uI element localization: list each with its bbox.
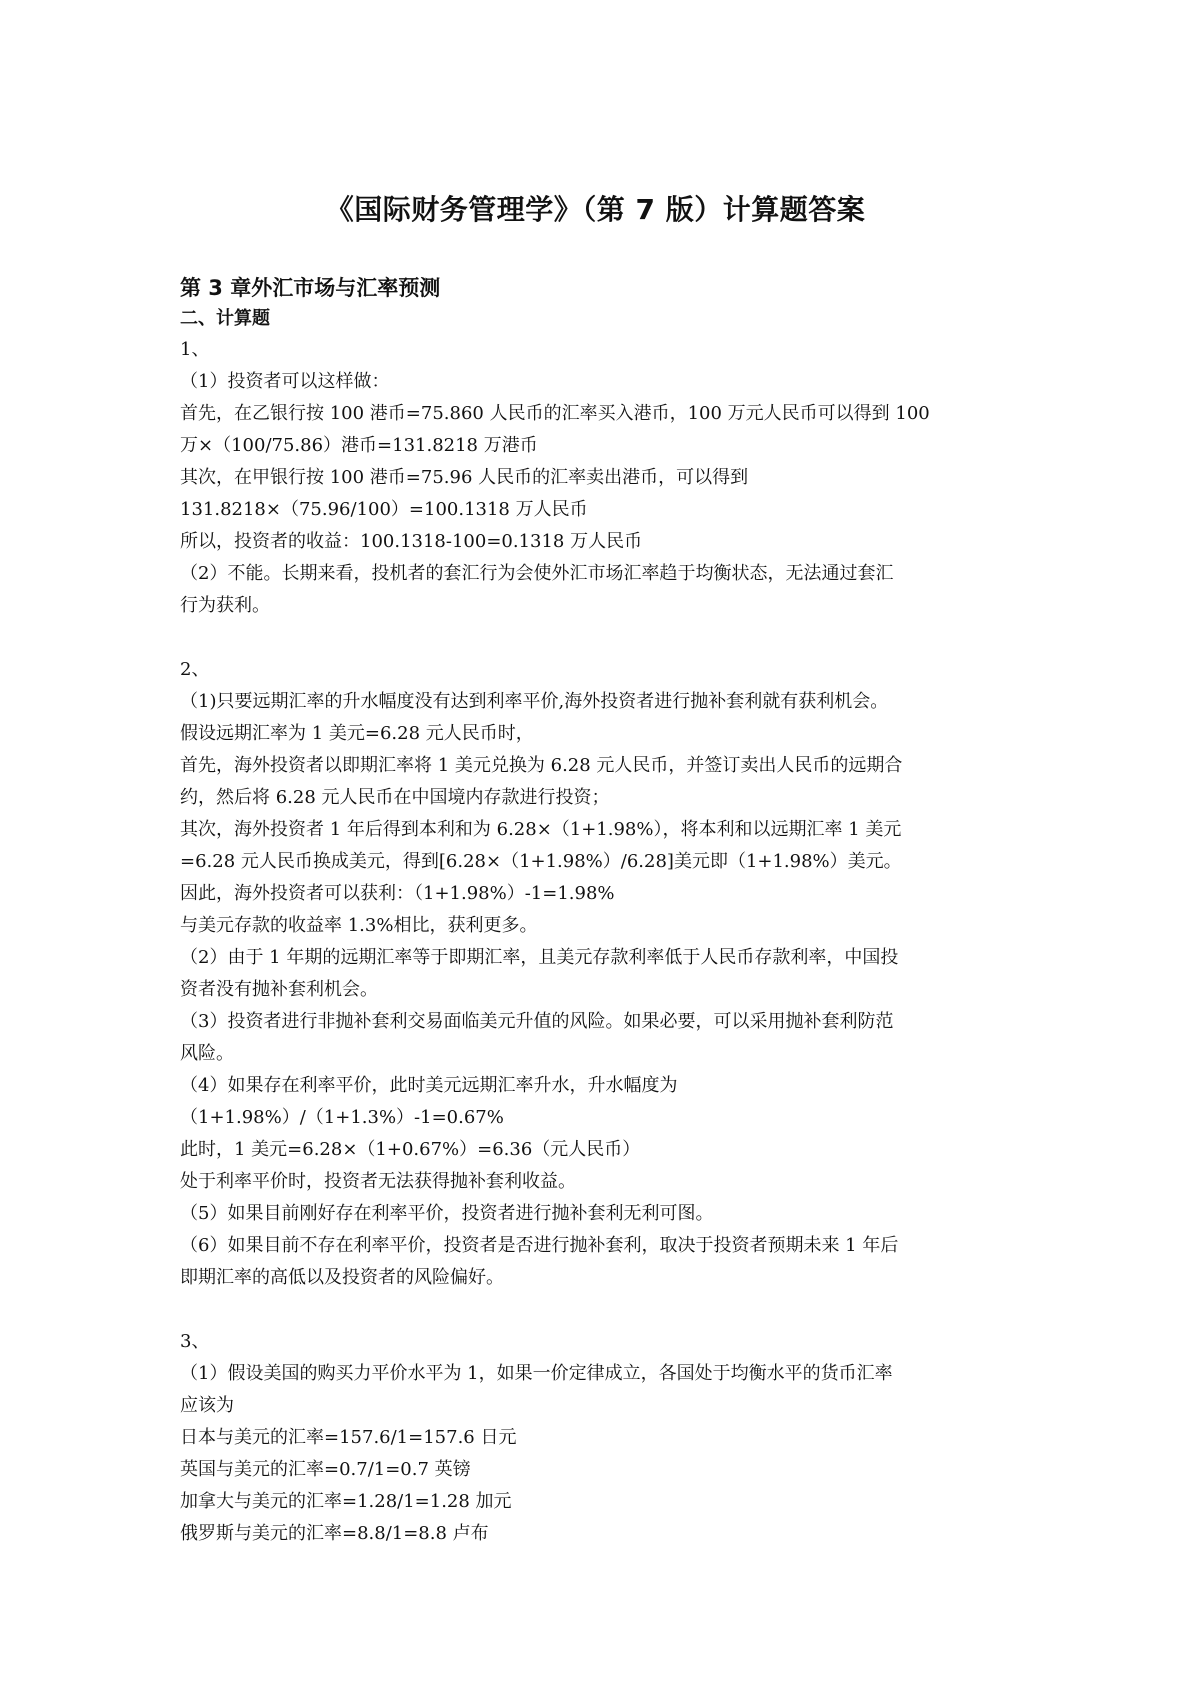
- answer-line: 行为获利。: [180, 595, 270, 616]
- answer-line: （1+1.98%）/（1+1.3%）-1=0.67%: [180, 1107, 504, 1128]
- answer-line: （6）如果目前不存在利率平价，投资者是否进行抛补套利，取决于投资者预期未来 1 年后: [180, 1235, 899, 1256]
- question-3: [180, 1326, 1016, 1550]
- question-number: 2、: [180, 659, 210, 680]
- answer-line: 应该为: [180, 1395, 234, 1416]
- answer-line: 首先，海外投资者以即期汇率将 1 美元兑换为 6.28 元人民币，并签订卖出人民币的远期合: [180, 755, 903, 776]
- answer-line: （1)只要远期汇率的升水幅度没有达到利率平价,海外投资者进行抛补套利就有获利机会。: [180, 691, 889, 712]
- chapter-heading: 第 3 章外汇市场与汇率预测: [180, 276, 441, 300]
- section-heading: 二、计算题: [180, 308, 270, 329]
- answer-line: 即期汇率的高低以及投资者的风险偏好。: [180, 1267, 504, 1288]
- document-title: 《国际财务管理学》（第 7 版）计算题答案: [325, 193, 866, 226]
- answer-line: 131.8218×（75.96/100）=100.1318 万人民币: [180, 499, 588, 520]
- answer-line: （1）投资者可以这样做：: [180, 371, 390, 392]
- paragraph-gap: [180, 1294, 1016, 1326]
- answer-line: （4）如果存在利率平价，此时美元远期汇率升水，升水幅度为: [180, 1075, 678, 1096]
- question-number: 1、: [180, 339, 210, 360]
- answer-line: （2）不能。长期来看，投机者的套汇行为会使外汇市场汇率趋于均衡状态，无法通过套汇: [180, 563, 894, 584]
- answer-line: =6.28 元人民币换成美元，得到[6.28×（1+1.98%）/6.28]美元即（1+1.98%）美元。: [180, 851, 902, 872]
- question-2: [180, 654, 1016, 1294]
- answer-line: 英国与美元的汇率=0.7/1=0.7 英镑: [180, 1459, 471, 1480]
- answer-line: 风险。: [180, 1043, 234, 1064]
- question-number: 3、: [180, 1331, 210, 1352]
- answer-line: 与美元存款的收益率 1.3%相比，获利更多。: [180, 915, 538, 936]
- answer-line: 处于利率平价时，投资者无法获得抛补套利收益。: [180, 1171, 576, 1192]
- answer-line: 其次，在甲银行按 100 港币=75.96 人民币的汇率卖出港币，可以得到: [180, 467, 749, 488]
- answer-line: 其次，海外投资者 1 年后得到本利和为 6.28×（1+1.98%），将本利和以远期汇率 1 美元: [180, 819, 902, 840]
- answer-line: （1）假设美国的购买力平价水平为 1，如果一价定律成立，各国处于均衡水平的货币汇率: [180, 1363, 893, 1384]
- answer-line: 加拿大与美元的汇率=1.28/1=1.28 加元: [180, 1491, 512, 1512]
- answer-line: 假设远期汇率为 1 美元=6.28 元人民币时，: [180, 723, 534, 744]
- document-body: [180, 272, 1016, 1550]
- answer-line: 日本与美元的汇率=157.6/1=157.6 日元: [180, 1427, 517, 1448]
- answer-line: 首先，在乙银行按 100 港币=75.860 人民币的汇率买入港币，100 万元人民币可以得到 100: [180, 403, 930, 424]
- answer-line: 约，然后将 6.28 元人民币在中国境内存款进行投资；: [180, 787, 610, 808]
- answer-line: 俄罗斯与美元的汇率=8.8/1=8.8 卢布: [180, 1523, 489, 1544]
- answer-line: 因此，海外投资者可以获利：（1+1.98%）-1=1.98%: [180, 883, 615, 904]
- answer-line: 万×（100/75.86）港币=131.8218 万港币: [180, 435, 538, 456]
- answer-line: （5）如果目前刚好存在利率平价，投资者进行抛补套利无利可图。: [180, 1203, 714, 1224]
- answer-line: （2）由于 1 年期的远期汇率等于即期汇率，且美元存款利率低于人民币存款利率，中国投: [180, 947, 899, 968]
- answer-line: （3）投资者进行非抛补套利交易面临美元升值的风险。如果必要，可以采用抛补套利防范: [180, 1011, 894, 1032]
- question-1: [180, 334, 1016, 622]
- paragraph-gap: [180, 622, 1016, 654]
- answer-line: 此时，1 美元=6.28×（1+0.67%）=6.36（元人民币）: [180, 1139, 641, 1160]
- answer-line: 所以，投资者的收益：100.1318-100=0.1318 万人民币: [180, 531, 643, 552]
- answer-line: 资者没有抛补套利机会。: [180, 979, 378, 1000]
